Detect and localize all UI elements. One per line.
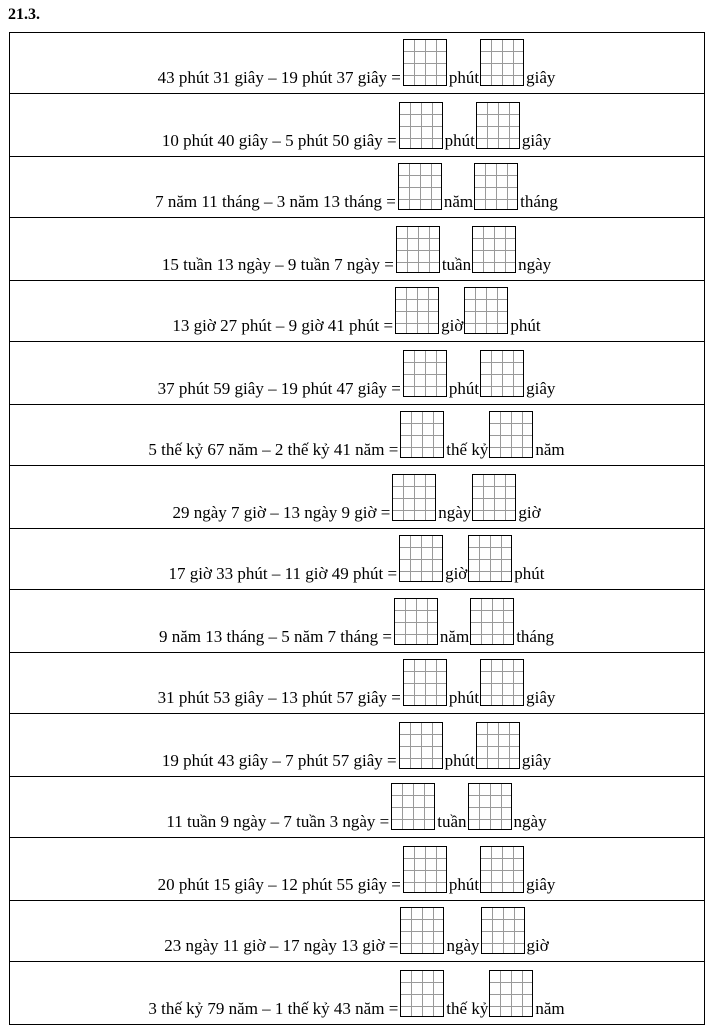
unit-label-first: năm (443, 192, 474, 211)
unit-label-second: ngày (513, 812, 547, 831)
expression-text: 43 phút 31 giây – 19 phút 37 giây = (157, 68, 401, 87)
exercise-row (10, 528, 704, 589)
unit-label-second: phút (510, 316, 541, 335)
answer-box-second[interactable] (480, 350, 524, 397)
expression-text: 11 tuần 9 ngày – 7 tuần 3 ngày = (166, 812, 390, 831)
unit-label-first: năm (439, 627, 470, 646)
answer-box-second[interactable] (472, 474, 516, 521)
answer-box-first[interactable] (394, 598, 438, 645)
unit-label-first: phút (448, 875, 480, 894)
unit-label-second: giờ (526, 936, 549, 955)
answer-box-first[interactable] (399, 102, 443, 149)
exercise-row (10, 32, 704, 93)
exercise-row (10, 776, 704, 837)
unit-label-first: phút (448, 688, 480, 707)
exercise-row (10, 713, 704, 776)
unit-label-second: giây (521, 131, 552, 150)
expression-text: 31 phút 53 giây – 13 phút 57 giây = (157, 688, 401, 707)
exercise-row (10, 341, 704, 404)
unit-label-first: ngày (446, 936, 480, 955)
unit-label-second: giây (521, 751, 552, 770)
unit-label-second: giây (526, 875, 556, 894)
expression-text: 5 thế kỷ 67 năm – 2 thế kỷ 41 năm = (148, 440, 399, 459)
answer-box-second[interactable] (480, 846, 524, 893)
unit-label-first: tuần (437, 812, 467, 831)
answer-box-second[interactable] (489, 411, 533, 458)
answer-box-second[interactable] (470, 598, 514, 645)
answer-box-first[interactable] (398, 163, 442, 210)
unit-label-first: phút (448, 68, 480, 87)
unit-label-second: ngày (518, 255, 552, 274)
expression-text: 29 ngày 7 giờ – 13 ngày 9 giờ = (172, 503, 391, 522)
unit-label-first: giờ (441, 316, 464, 335)
exercise-heading: 21.3. (8, 6, 40, 23)
unit-label-second: giây (526, 688, 556, 707)
answer-box-first[interactable] (392, 474, 436, 521)
expression-text: 15 tuần 13 ngày – 9 tuần 7 ngày = (161, 255, 394, 274)
expression-text: 17 giờ 33 phút – 11 giờ 49 phút = (168, 564, 398, 583)
unit-label-second: giây (526, 68, 556, 87)
expression-text: 3 thế kỷ 79 năm – 1 thế kỷ 43 năm = (148, 999, 399, 1018)
expression-text: 9 năm 13 tháng – 5 năm 7 tháng = (159, 627, 392, 646)
expression-text: 23 ngày 11 giờ – 17 ngày 13 giờ = (164, 936, 399, 955)
answer-box-first[interactable] (396, 226, 440, 273)
answer-box-first[interactable] (391, 783, 435, 830)
unit-label-second: giờ (518, 503, 541, 522)
answer-box-first[interactable] (400, 411, 444, 458)
unit-label-second: tháng (516, 627, 554, 646)
unit-label-second: tháng (520, 192, 558, 211)
answer-box-second[interactable] (489, 970, 533, 1017)
expression-text: 7 năm 11 tháng – 3 năm 13 tháng = (155, 192, 396, 211)
answer-box-second[interactable] (474, 163, 518, 210)
answer-box-second[interactable] (468, 535, 512, 582)
answer-box-second[interactable] (480, 39, 524, 86)
exercise-table (9, 32, 705, 1025)
unit-label-first: giờ (445, 564, 468, 583)
answer-box-first[interactable] (400, 907, 444, 954)
expression-text: 20 phút 15 giây – 12 phút 55 giây = (157, 875, 401, 894)
answer-box-second[interactable] (476, 722, 520, 769)
answer-box-first[interactable] (403, 846, 447, 893)
expression-text: 13 giờ 27 phút – 9 giờ 41 phút = (172, 316, 394, 335)
unit-label-second: phút (514, 564, 545, 583)
unit-label-first: phút (448, 379, 480, 398)
answer-box-first[interactable] (400, 970, 444, 1017)
exercise-row (10, 837, 704, 900)
answer-box-first[interactable] (403, 350, 447, 397)
exercise-row (10, 156, 704, 217)
answer-box-second[interactable] (468, 783, 512, 830)
exercise-row (10, 404, 704, 465)
unit-label-first: ngày (438, 503, 472, 522)
answer-box-second[interactable] (464, 287, 508, 334)
unit-label-second: giây (526, 379, 556, 398)
exercise-row (10, 93, 704, 156)
expression-text: 37 phút 59 giây – 19 phút 47 giây = (157, 379, 401, 398)
expression-text: 19 phút 43 giây – 7 phút 57 giây = (161, 751, 397, 770)
answer-box-second[interactable] (481, 907, 525, 954)
answer-box-first[interactable] (403, 39, 447, 86)
exercise-row (10, 961, 704, 1024)
exercise-row (10, 652, 704, 713)
exercise-row (10, 589, 704, 652)
exercise-row (10, 280, 704, 341)
unit-label-first: phút (444, 131, 475, 150)
unit-label-second: năm (535, 440, 565, 459)
unit-label-second: năm (535, 999, 565, 1018)
answer-box-second[interactable] (480, 659, 524, 706)
exercise-row (10, 900, 704, 961)
expression-text: 10 phút 40 giây – 5 phút 50 giây = (161, 131, 397, 150)
exercise-row (10, 465, 704, 528)
unit-label-first: tuần (441, 255, 472, 274)
answer-box-first[interactable] (403, 659, 447, 706)
answer-box-second[interactable] (476, 102, 520, 149)
exercise-row (10, 217, 704, 280)
answer-box-first[interactable] (395, 287, 439, 334)
unit-label-first: thế kỷ (446, 440, 489, 459)
answer-box-second[interactable] (472, 226, 516, 273)
unit-label-first: phút (444, 751, 475, 770)
answer-box-first[interactable] (399, 722, 443, 769)
answer-box-first[interactable] (399, 535, 443, 582)
unit-label-first: thế kỷ (446, 999, 489, 1018)
